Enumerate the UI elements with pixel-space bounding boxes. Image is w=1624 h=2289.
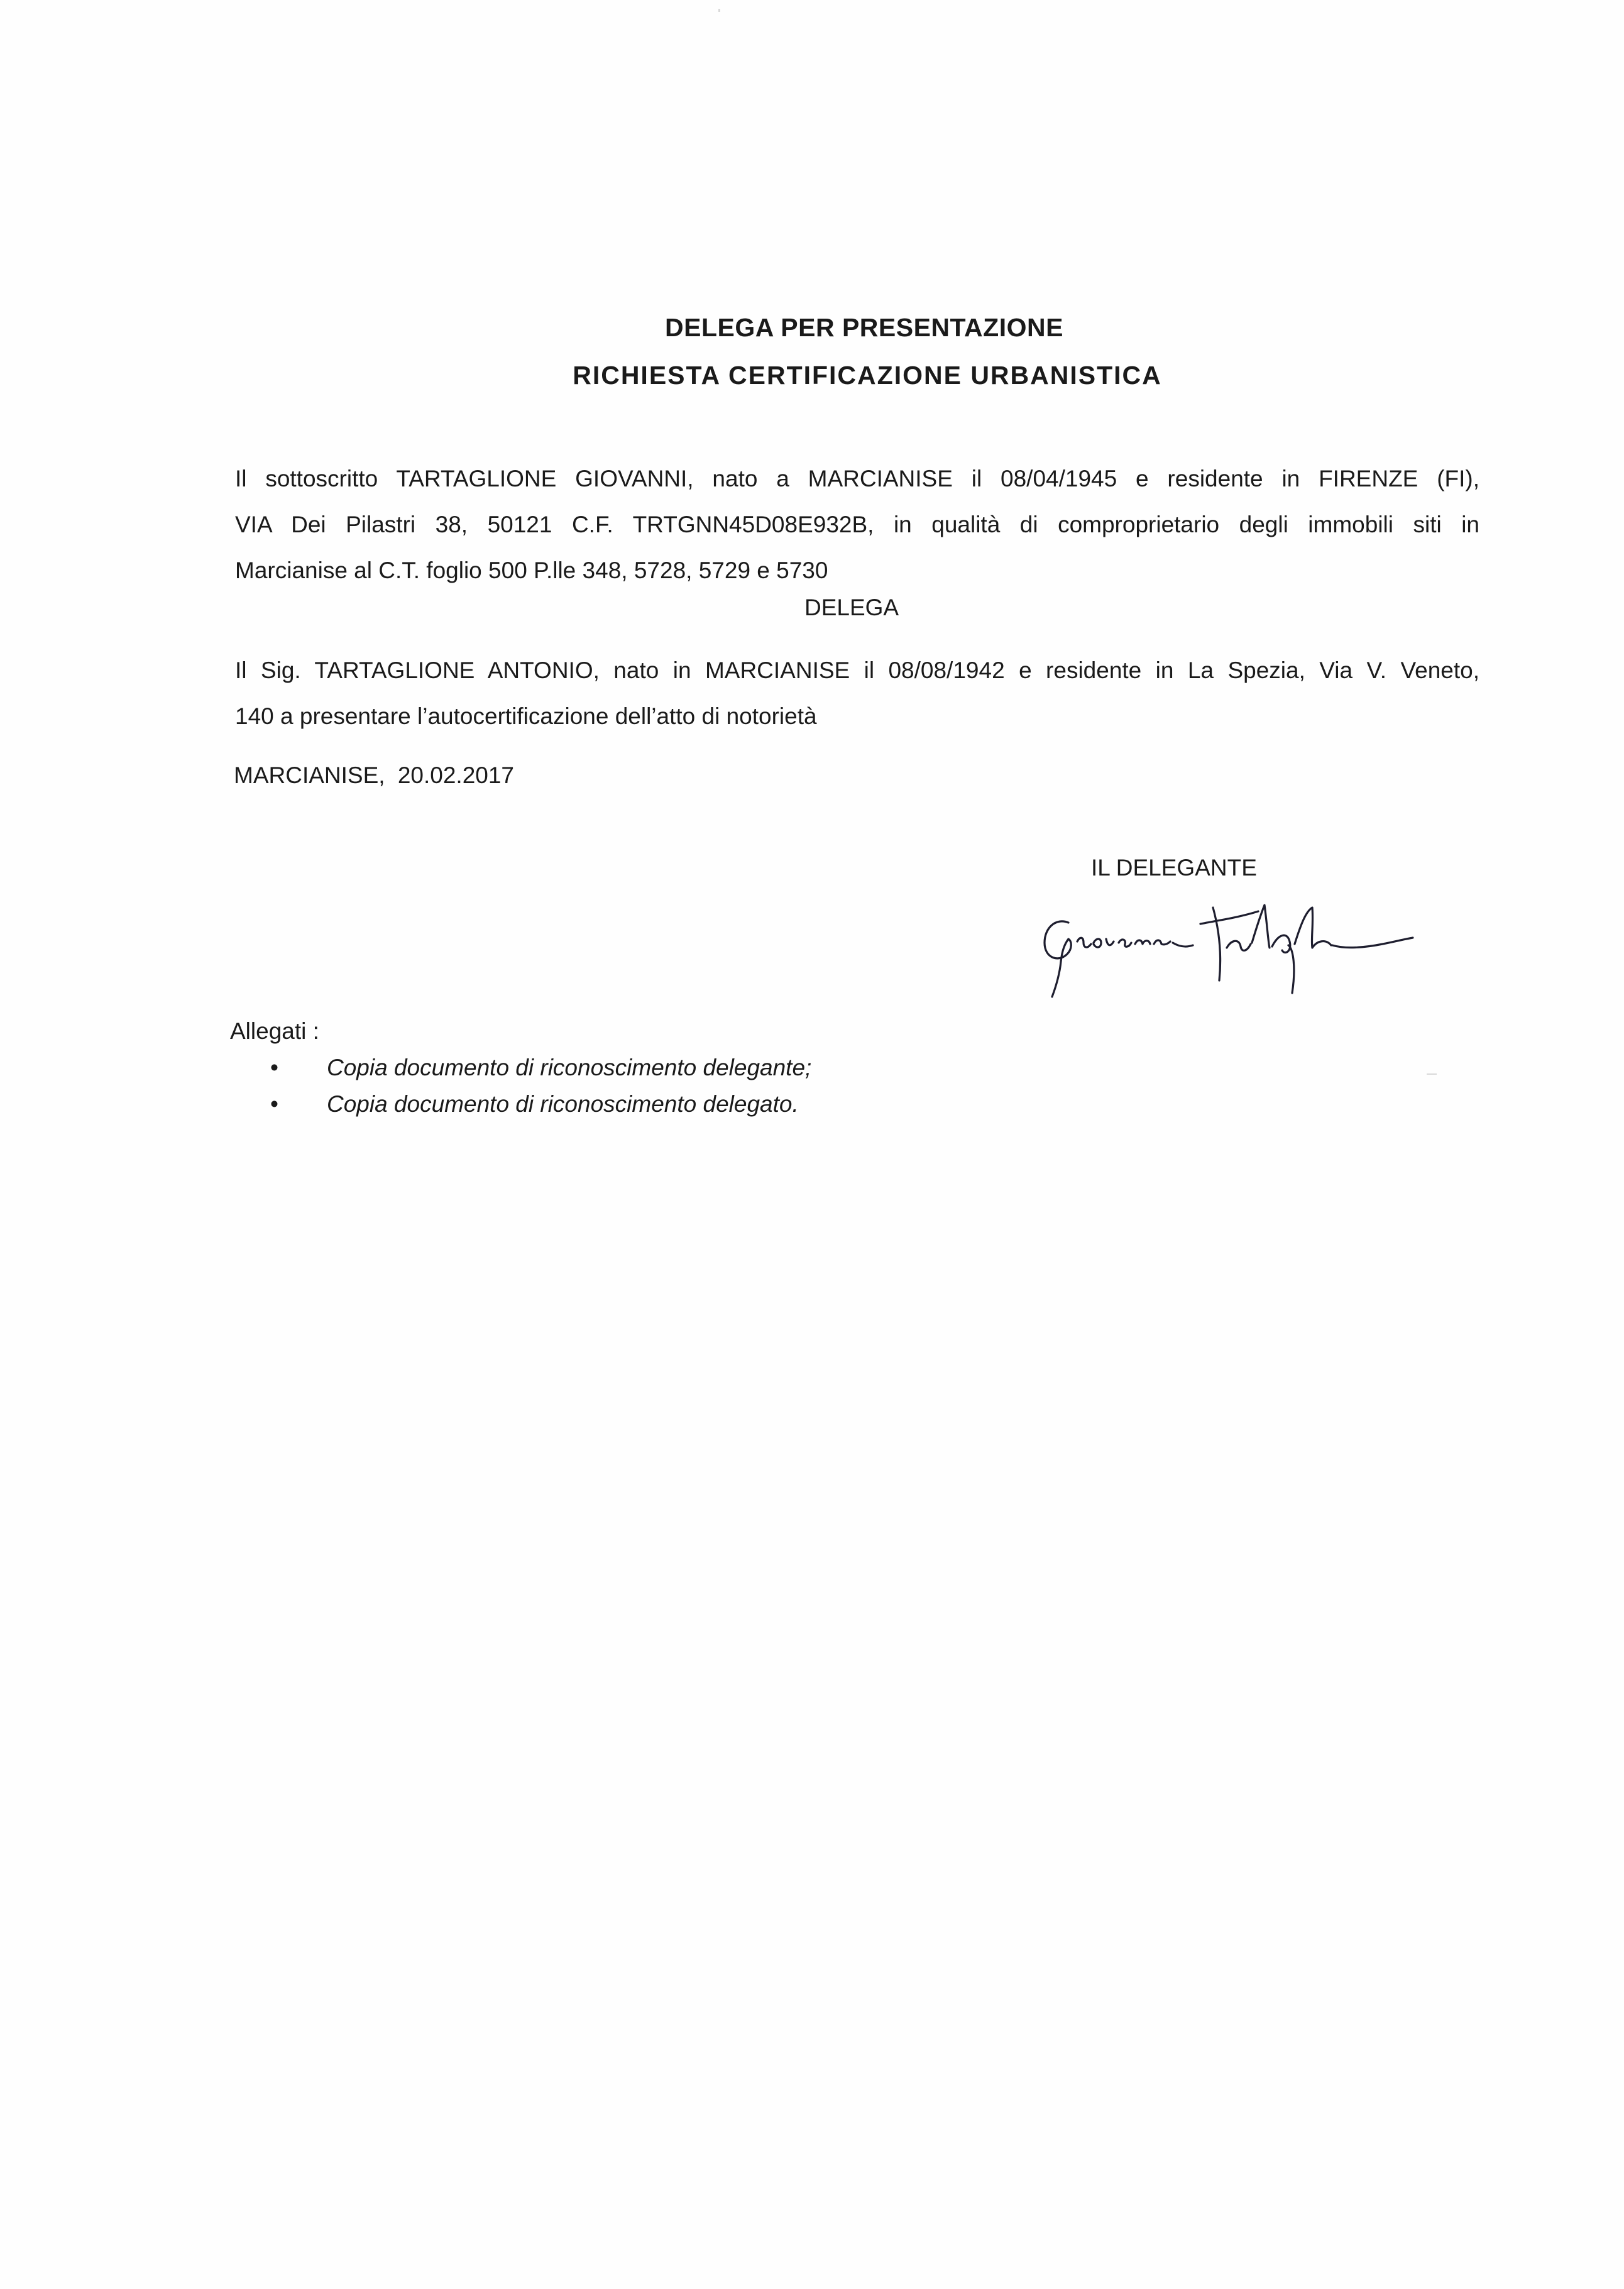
- scan-speck: [718, 9, 720, 12]
- allegati-label: Allegati :: [230, 1018, 319, 1044]
- bullet: •: [270, 1055, 278, 1080]
- document-title-line-1: DELEGA PER PRESENTAZIONE: [665, 313, 1063, 342]
- paragraph-line: Marcianise al C.T. foglio 500 P.lle 348, 5728, 5729 e 5730: [235, 557, 828, 583]
- handwritten-signature: [1031, 874, 1420, 1006]
- paragraph-line: Il Sig. TARTAGLIONE ANTONIO, nato in MARCIANISE il 08/08/1942 e residente in La Spezia, Via V. Veneto,: [235, 657, 1479, 683]
- paragraph-line: VIA Dei Pilastri 38, 50121 C.F. TRTGNN45D08E932B, in qualità di comproprietario degli immobili siti in: [235, 512, 1479, 537]
- date: 20.02.2017: [397, 762, 515, 788]
- delegation-paragraph: [235, 647, 1479, 739]
- list-item: [270, 1050, 811, 1086]
- paragraph-line: Il sottoscritto TARTAGLIONE GIOVANNI, nato a MARCIANISE il 08/04/1945 e residente in FIRENZE (FI),: [235, 466, 1479, 491]
- place: MARCIANISE,: [234, 762, 385, 788]
- attachment-text: Copia documento di riconoscimento delegato.: [327, 1091, 799, 1117]
- document-title-line-2: RICHIESTA CERTIFICAZIONE URBANISTICA: [573, 361, 1162, 390]
- list-item: [270, 1086, 811, 1123]
- attachment-text: Copia documento di riconoscimento delegante;: [327, 1055, 812, 1080]
- place-and-date: [234, 762, 514, 789]
- bullet: •: [270, 1091, 278, 1117]
- delegante-label: IL DELEGANTE: [1091, 855, 1257, 881]
- delega-heading: DELEGA: [804, 595, 899, 620]
- attachments-list: [270, 1050, 811, 1123]
- scan-speck: [1427, 1073, 1437, 1075]
- paragraph-line: 140 a presentare l’autocertificazione dell’atto di notorietà: [235, 703, 817, 729]
- declaration-paragraph: [235, 456, 1479, 593]
